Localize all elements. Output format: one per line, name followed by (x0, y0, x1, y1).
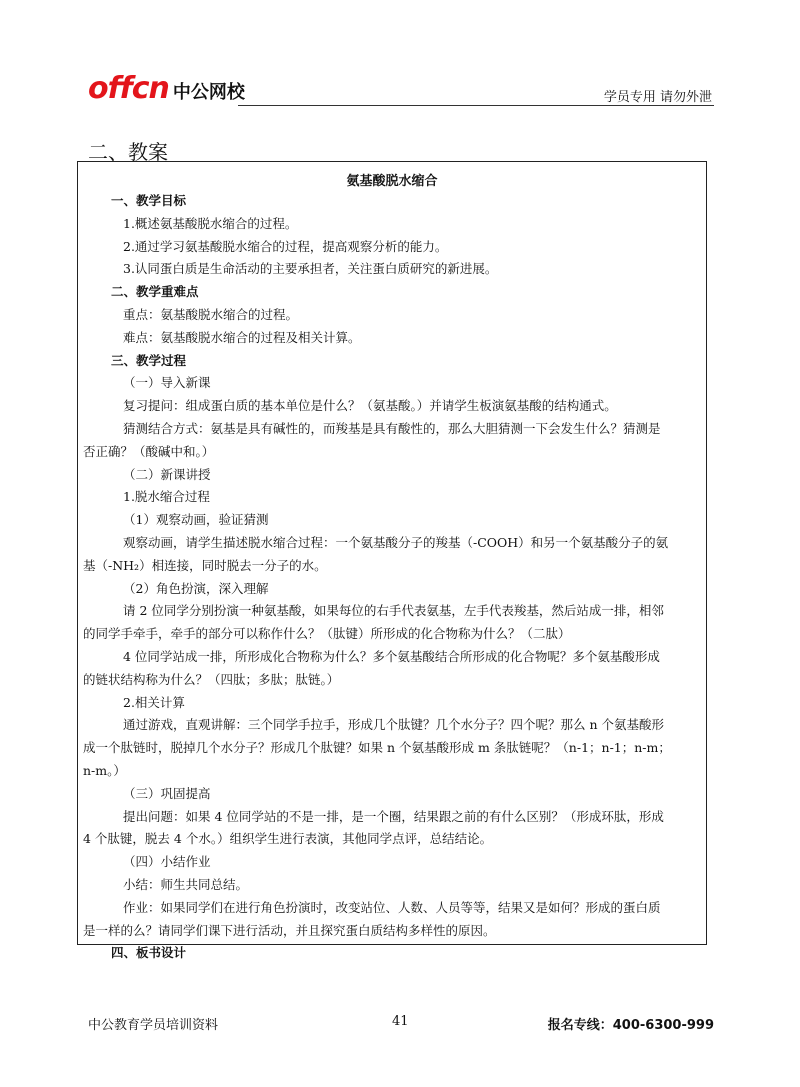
sub-heading: （1）观察动画，验证猜测 (123, 512, 269, 528)
paragraph: 复习提问：组成蛋白质的基本单位是什么？（氨基酸。）并请学生板演氨基酸的结构通式。 (123, 398, 617, 414)
sub-heading: 2.相关计算 (123, 694, 185, 710)
logo-chinese-name: 中公网校 (172, 82, 245, 103)
subsection-consolidate: （三）巩固提高 (123, 785, 211, 801)
heading-board-design: 四、板书设计 (111, 945, 187, 961)
goal-item: 3.认同蛋白质是生命活动的主要承担者，关注蛋白质研究的新进展。 (123, 261, 498, 277)
lesson-plan-box (77, 161, 707, 961)
sub-heading: 1.脱水缩合过程 (123, 489, 210, 505)
footer-hotline: 报名专线：400-6300-999 (547, 1018, 714, 1033)
paragraph-cont: 的同学手牵手，牵手的部分可以称作什么？（肽键）所形成的化合物称为什么？（二肽） (83, 626, 571, 642)
paragraph-cont: n-m。） (83, 762, 126, 778)
section-title: 二、教案 (88, 140, 168, 164)
paragraph: 小结：师生共同总结。 (123, 876, 249, 892)
lesson-title: 氨基酸脱水缩合 (346, 174, 438, 189)
heading-key-points: 二、教学重难点 (111, 284, 199, 300)
goal-item: 2.通过学习氨基酸脱水缩合的过程，提高观察分析的能力。 (123, 238, 448, 254)
paragraph-cont: 的链状结构称为什么？（四肽；多肽；肽链。） (83, 671, 340, 687)
subsection-summary: （四）小结作业 (123, 854, 211, 870)
header-rule (238, 105, 714, 106)
subsection-intro: （一）导入新课 (123, 375, 211, 391)
page-number: 41 (392, 1014, 409, 1029)
offcn-logo (88, 71, 245, 106)
paragraph-cont: 基（-NH₂）相连接，同时脱去一分子的水。 (83, 557, 327, 573)
key-point: 重点：氨基酸脱水缩合的过程。 (123, 306, 299, 322)
paragraph: 观察动画，请学生描述脱水缩合过程：一个氨基酸分子的羧基（-COOH）和另一个氨基酸分子的氨 (123, 534, 669, 550)
paragraph: 请 2 位同学分别扮演一种氨基酸，如果每位的右手代表氨基，左手代表羧基，然后站成一排，相邻 (123, 603, 664, 619)
paragraph: 猜测结合方式：氨基是具有碱性的，而羧基是具有酸性的，那么大胆猜测一下会发生什么？猜测是 (123, 420, 661, 436)
lesson-content (78, 190, 706, 965)
paragraph: 4 位同学站成一排，所形成化合物称为什么？多个氨基酸结合所形成的化合物呢？多个氨基酸形成 (123, 648, 660, 664)
sub-heading: （2）角色扮演，深入理解 (123, 580, 269, 596)
goal-item: 1.概述氨基酸脱水缩合的过程。 (123, 215, 298, 231)
paragraph-cont: 是一样的么？请同学们课下进行活动，并且探究蛋白质结构多样性的原因。 (83, 922, 496, 938)
paragraph-cont: 成一个肽链时，脱掉几个水分子？形成几个肽键？如果 n 个氨基酸形成 m 条肽链呢？（n-1；n-1；n-m； (83, 740, 671, 756)
confidential-note: 学员专用 请勿外泄 (603, 90, 712, 105)
difficulty-point: 难点：氨基酸脱水缩合的过程及相关计算。 (123, 329, 361, 345)
subsection-new-lesson: （二）新课讲授 (123, 466, 211, 482)
paragraph: 作业：如果同学们在进行角色扮演时，改变站位、人数、人员等等，结果又是如何？形成的蛋白质 (123, 899, 661, 915)
heading-teaching-process: 三、教学过程 (111, 352, 187, 368)
logo-mark: offcn (88, 71, 169, 106)
paragraph-cont: 否正确？（酸碱中和。） (83, 443, 215, 459)
paragraph: 通过游戏，直观讲解：三个同学手拉手，形成几个肽键？几个水分子？四个呢？那么 n 个氨基酸形 (123, 717, 664, 733)
heading-teaching-goals: 一、教学目标 (111, 193, 187, 208)
paragraph: 提出问题：如果 4 位同学站的不是一排，是一个圈，结果跟之前的有什么区别？（形成环肽，形成 (123, 808, 664, 824)
paragraph-cont: 4 个肽键，脱去 4 个水。）组织学生进行表演，其他同学点评，总结结论。 (83, 831, 493, 847)
footer-left: 中公教育学员培训资料 (88, 1018, 219, 1033)
page-header (88, 72, 714, 108)
